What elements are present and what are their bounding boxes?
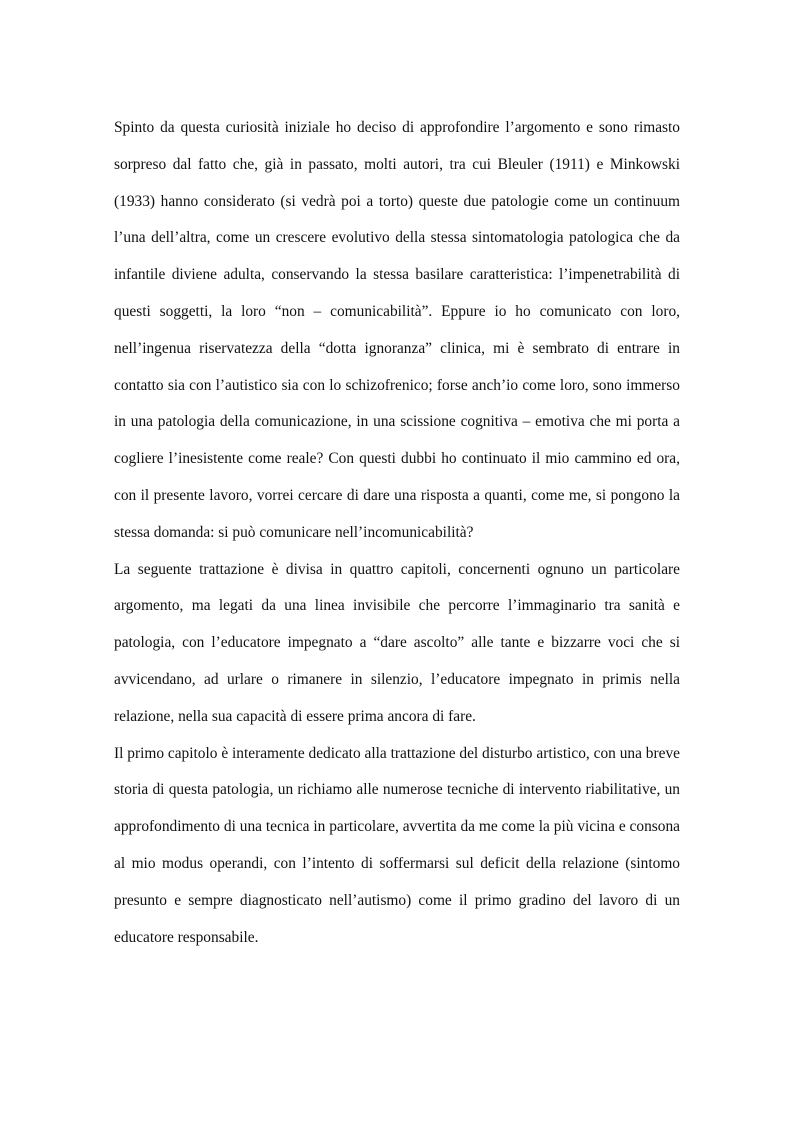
paragraph-2: La seguente trattazione è divisa in quattro capitoli, concernenti ognuno un particolare argomento, ma legati da una linea invisibile che percorre l’immaginario tra sanità e patologia, con l’educatore impegnato a “dare ascolto” alle tante e bizzarre voci che si avvicendano, ad urlare o rimanere in silenzio, l’educatore impegnato in primis nella relazione, nella sua capacità di essere prima ancora di fare. — [114, 560, 680, 725]
body-text — [114, 110, 680, 956]
paragraph-1: Spinto da questa curiosità iniziale ho deciso di approfondire l’argomento e sono rimasto sorpreso dal fatto che, già in passato, molti autori, tra cui Bleuler (1911) e Minkowski (1933) hanno considerato (si vedrà poi a torto) queste due patologie come un continuum l’una dell’altra, come un crescere evolutivo della stessa sintomatologia patologica che da infantile diviene adulta, conservando la stessa basilare caratteristica: l’impenetrabilità di questi soggetti, la loro “non – comunicabilità”. Eppure io ho comunicato con loro, nell’ingenua riservatezza della “dotta ignoranza” clinica, mi è sembrato di entrare in contatto sia con l’autistico sia con lo schizofrenico; forse anch’io come loro, sono immerso in una patologia della comunicazione, in una scissione cognitiva – emotiva che mi porta a cogliere l’inesistente come reale? Con questi dubbi ho continuato il mio cammino ed ora, con il presente lavoro, vorrei cercare di dare una risposta a quanti, come me, si pongono la stessa domanda: si può comunicare nell’incomunicabilità? — [114, 119, 680, 541]
paragraph-3: Il primo capitolo è interamente dedicato alla trattazione del disturbo artistico, con una breve storia di questa patologia, un richiamo alle numerose tecniche di intervento riabilitative, un approfondimento di una tecnica in particolare, avvertita da me come la più vicina e consona al mio modus operandi, con l’intento di soffermarsi sul deficit della relazione (sintomo presunto e sempre diagnosticato nell’autismo) come il primo gradino del lavoro di un educatore responsabile. — [114, 744, 680, 946]
